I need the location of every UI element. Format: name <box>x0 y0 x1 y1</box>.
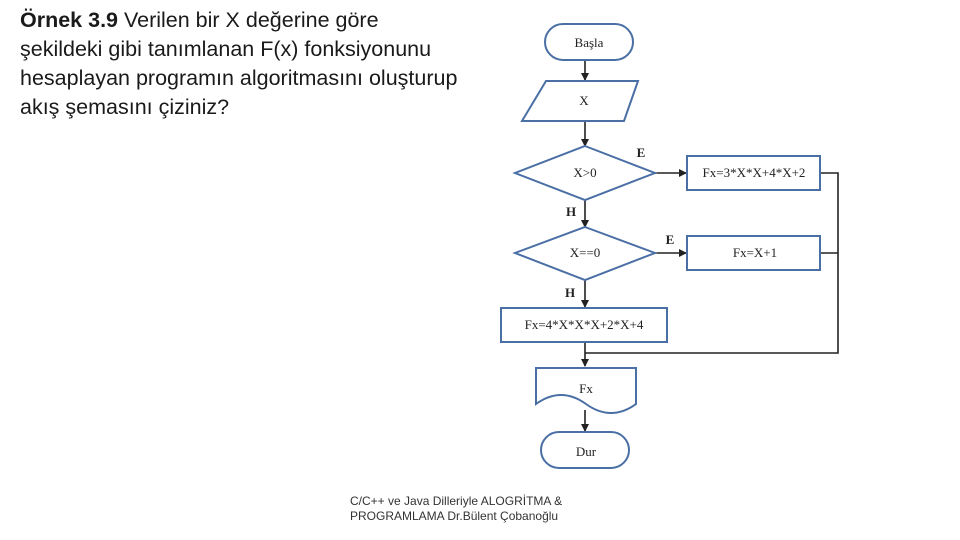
output-label: Fx <box>579 381 593 396</box>
end-label: Dur <box>575 444 597 459</box>
decision1-no-label: H <box>565 204 577 219</box>
decision1-yes-label: E <box>636 145 646 160</box>
decision2-yes-label: E <box>665 232 675 247</box>
footer-line-1: C/C++ ve Java Dilleriyle ALOGRİTMA & <box>350 494 563 508</box>
decision1-label: X>0 <box>573 165 597 180</box>
process2-label: Fx=X+1 <box>732 245 778 260</box>
decision2-no-label: H <box>564 285 576 300</box>
input-label: X <box>579 93 589 108</box>
process1-label: Fx=3*X*X+4*X+2 <box>702 165 806 180</box>
example-number: Örnek 3.9 <box>20 8 118 32</box>
start-label: Başla <box>574 35 604 50</box>
process3-label: Fx=4*X*X*X+2*X+4 <box>524 317 644 332</box>
footer-line-2: PROGRAMLAMA Dr.Bülent Çobanoğlu <box>350 509 559 523</box>
decision2-label: X==0 <box>569 245 601 260</box>
question-text: Verilen bir X değerine göre şekildeki gibi tanımlanan F(x) fonksiyonunu hesaplayan programın algoritmasını oluşturup akış şemasını çiziniz? <box>20 8 458 119</box>
footer-credit <box>350 494 620 524</box>
